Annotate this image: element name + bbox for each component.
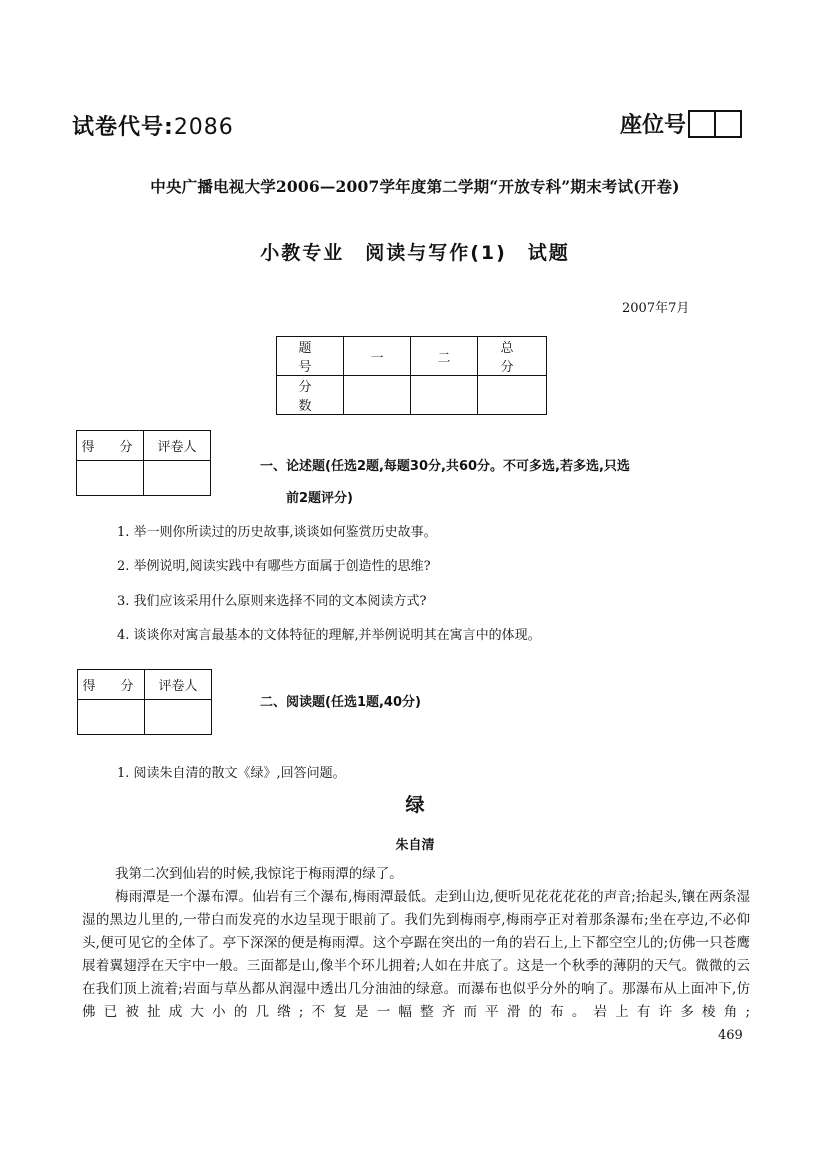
section2-heading: 二、阅读题(任选1题,40分) [260, 695, 421, 710]
story-paragraph: 我第二次到仙岩的时候,我惊诧于梅雨潭的绿了。 [115, 866, 403, 882]
seat-number [620, 108, 742, 139]
grader-score-label: 得 分 [78, 670, 145, 700]
story-title: 绿 [405, 794, 425, 816]
story-author: 朱自清 [395, 838, 435, 853]
score-input-cell[interactable] [344, 376, 411, 415]
seat-number-boxes[interactable] [688, 110, 742, 138]
section1-heading: 一、论述题(任选2题,每题30分,共60分。不可多选,若多选,只选 [260, 459, 630, 474]
score-table [276, 336, 547, 415]
exam-title: 小教专业 阅读与写作(1) 试题 [260, 242, 570, 264]
score-table-cell: 二 [411, 337, 478, 376]
score-table-cell: 总 分 [478, 337, 547, 376]
score-table-cell: 题 号 [277, 337, 344, 376]
score-table-cell: 分 数 [277, 376, 344, 415]
university-line: 中央广播电视大学2006—2007学年度第二学期“开放专科”期末考试(开卷) [150, 177, 680, 196]
question-item: 1. 举一则你所读过的历史故事,谈谈如何鉴赏历史故事。 [117, 525, 437, 540]
page-number: 469 [718, 1028, 743, 1043]
grader-name-cell[interactable] [145, 700, 212, 735]
grader-score-cell[interactable] [77, 461, 144, 496]
exam-code [72, 110, 234, 141]
score-input-cell[interactable] [478, 376, 547, 415]
grader-score-cell[interactable] [78, 700, 145, 735]
exam-date: 2007年7月 [622, 301, 690, 316]
score-input-cell[interactable] [411, 376, 478, 415]
question-item: 3. 我们应该采用什么原则来选择不同的文本阅读方式? [117, 594, 427, 609]
question-item: 1. 阅读朱自清的散文《绿》,回答问题。 [117, 766, 346, 781]
score-table-score-row [277, 376, 547, 415]
grader-box-2 [77, 669, 212, 735]
grader-score-label: 得 分 [77, 431, 144, 461]
seat-number-label: 座位号 [620, 113, 687, 138]
grader-name-label: 评卷人 [144, 431, 211, 461]
score-table-cell: 一 [344, 337, 411, 376]
story-paragraph: 梅雨潭是一个瀑布潭。仙岩有三个瀑布,梅雨潭最低。走到山边,便听见花花花花的声音;抬起头,镶在两条湿湿的黑边儿里的,一带白而发亮的水边呈现于眼前了。我们先到梅雨亭,梅雨亭正对着那条瀑布;坐在亭边,不必仰头,便可见它的全体了。亭下深深的便是梅雨潭。这个亭踞在突出的一角的岩石上,上下都空空儿的;仿佛一只苍鹰展着翼翅浮在天宇中一般。三面都是山,像半个环儿拥着;人如在井底了。这是一个秋季的薄阴的天气。微微的云在我们顶上流着;岩面与草丛都从润湿中透出几分油油的绿意。而瀑布也似乎分外的响了。那瀑布从上面冲下,仿佛已被扯成大小的几绺;不复是一幅整齐而平滑的布。岩上有许多棱角; [82, 889, 750, 1020]
question-item: 4. 谈谈你对寓言最基本的文体特征的理解,并举例说明其在寓言中的体现。 [117, 628, 541, 643]
grader-name-cell[interactable] [144, 461, 211, 496]
exam-code-value: 2086 [173, 115, 234, 140]
question-item: 2. 举例说明,阅读实践中有哪些方面属于创造性的思维? [117, 559, 431, 574]
score-table-header-row [277, 337, 547, 376]
exam-code-label: 试卷代号: [72, 115, 174, 140]
grader-name-label: 评卷人 [145, 670, 212, 700]
section1-heading-cont: 前2题评分) [286, 491, 353, 506]
grader-box-1 [76, 430, 211, 496]
